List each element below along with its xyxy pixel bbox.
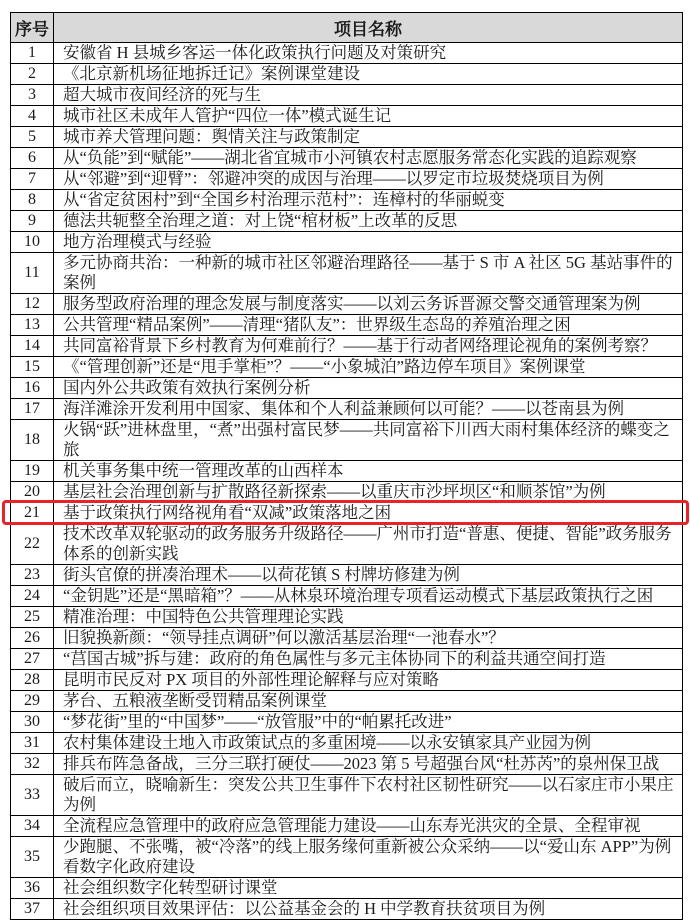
table-row bbox=[11, 105, 682, 126]
row-serial-number: 3 bbox=[11, 85, 54, 105]
project-list-table bbox=[10, 12, 683, 920]
column-header-project-name: 项目名称 bbox=[334, 20, 402, 39]
table-row bbox=[11, 606, 682, 627]
table-row bbox=[11, 564, 682, 585]
row-serial-number: 4 bbox=[11, 106, 54, 126]
row-serial-number: 13 bbox=[11, 315, 54, 335]
table-row bbox=[11, 585, 682, 606]
row-project-title: 排兵布阵急备战，三分三联打硬仗——2023 第 5 号超强台风“杜苏芮”的泉州保卫战 bbox=[63, 754, 660, 773]
row-serial-number: 19 bbox=[11, 461, 54, 481]
row-serial-number: 5 bbox=[11, 127, 54, 147]
table-row bbox=[11, 836, 682, 877]
table-row bbox=[11, 815, 682, 836]
row-serial-number: 26 bbox=[11, 628, 54, 648]
row-serial-number: 20 bbox=[11, 482, 54, 502]
row-project-title: 共同富裕背景下乡村教育为何难前行？——基于行动者网络理论视角的案例考察？ bbox=[63, 336, 657, 355]
table-row bbox=[11, 356, 682, 377]
row-project-title: 从“省定贫困村”到“全国乡村治理示范村”：连樟村的华丽蜕变 bbox=[63, 190, 505, 209]
row-project-title: 从“邻避”到“迎臂”：邻避冲突的成因与治理——以罗定市垃圾焚烧项目为例 bbox=[63, 169, 604, 188]
table-row bbox=[11, 252, 682, 293]
table-row bbox=[11, 690, 682, 711]
row-project-title: 安徽省 H 县城乡客运一体化政策执行问题及对策研究 bbox=[63, 43, 447, 62]
table-row bbox=[11, 168, 682, 189]
row-serial-number: 27 bbox=[11, 649, 54, 669]
row-project-title: 火锅“跃”进林盘里，“煮”出强村富民梦——共同富裕下川西大雨村集体经济的蝶变之旅 bbox=[63, 420, 670, 459]
row-project-title: 茅台、五粮液垄断受罚精品案例课堂 bbox=[63, 691, 327, 710]
table-row-highlighted bbox=[11, 502, 682, 523]
row-project-title: 破后而立，晓喻新生：突发公共卫生事件下农村社区韧性研究——以石家庄市小果庄为例 bbox=[63, 775, 674, 814]
table-row bbox=[11, 481, 682, 502]
table-row bbox=[11, 753, 682, 774]
row-project-title: 全流程应急管理中的政府应急管理能力建设——山东寿光洪灾的全景、全程审视 bbox=[63, 816, 641, 835]
row-project-title: 从“负能”到“赋能”——湖北省宜城市小河镇农村志愿服务常态化实践的追踪观察 bbox=[63, 148, 637, 167]
table-row bbox=[11, 523, 682, 564]
row-serial-number: 10 bbox=[11, 232, 54, 252]
table-row bbox=[11, 877, 682, 898]
table-row bbox=[11, 63, 682, 84]
row-serial-number: 33 bbox=[11, 775, 54, 815]
table-row bbox=[11, 189, 682, 210]
row-serial-number: 1 bbox=[11, 43, 54, 63]
table-row bbox=[11, 314, 682, 335]
row-project-title: 德法共轭整全治理之道：对上饶“棺材板”上改革的反思 bbox=[63, 211, 458, 230]
row-serial-number: 30 bbox=[11, 712, 54, 732]
row-project-title: 社会组织数字化转型研讨课堂 bbox=[63, 878, 278, 897]
table-row bbox=[11, 627, 682, 648]
row-serial-number: 7 bbox=[11, 169, 54, 189]
row-project-title: 基于政策执行网络视角看“双减”政策落地之困 bbox=[63, 503, 392, 522]
row-serial-number: 15 bbox=[11, 357, 54, 377]
row-serial-number: 2 bbox=[11, 64, 54, 84]
row-project-title: 城市社区未成年人管护“四位一体”模式诞生记 bbox=[63, 106, 392, 125]
table-row bbox=[11, 419, 682, 460]
table-row bbox=[11, 774, 682, 815]
row-project-title: 超大城市夜间经济的死与生 bbox=[63, 85, 261, 104]
table-row bbox=[11, 293, 682, 314]
row-serial-number: 31 bbox=[11, 733, 54, 753]
row-project-title: 街头官僚的拼凑治理术——以荷花镇 S 村牌坊修建为例 bbox=[63, 565, 460, 584]
row-project-title: 精准治理：中国特色公共管理理论实践 bbox=[63, 607, 344, 626]
row-serial-number: 24 bbox=[11, 586, 54, 606]
row-serial-number: 35 bbox=[11, 837, 54, 877]
table-row bbox=[11, 669, 682, 690]
row-project-title: 社会组织项目效果评估：以公益基金会的 H 中学教育扶贫项目为例 bbox=[63, 899, 546, 918]
row-project-title: 多元协商共治：一种新的城市社区邻避治理路径——基于 S 市 A 社区 5G 基站事件的案例 bbox=[63, 253, 673, 292]
row-serial-number: 22 bbox=[11, 524, 54, 564]
row-project-title: 基层社会治理创新与扩散路径新探索——以重庆市沙坪坝区“和顺茶馆”为例 bbox=[63, 482, 606, 501]
table-row bbox=[11, 231, 682, 252]
row-project-title: 旧貌换新颜：“领导挂点调研”何以激活基层治理“一池春水”？ bbox=[63, 628, 505, 647]
row-project-title: 国内外公共政策有效执行案例分析 bbox=[63, 378, 311, 397]
row-serial-number: 37 bbox=[11, 899, 54, 919]
table-row bbox=[11, 126, 682, 147]
table-body bbox=[11, 42, 682, 919]
row-project-title: 公共管理“精品案例”——清理“猪队友”：世界级生态岛的养殖治理之困 bbox=[63, 315, 571, 334]
row-project-title: 《北京新机场征地拆迁记》案例课堂建设 bbox=[63, 64, 360, 83]
row-serial-number: 21 bbox=[11, 503, 54, 523]
table-row bbox=[11, 460, 682, 481]
row-serial-number: 6 bbox=[11, 148, 54, 168]
table-row bbox=[11, 732, 682, 753]
row-project-title: 技术改革双轮驱动的政务服务升级路径——广州市打造“普惠、便捷、智能”政务服务体系的创新实践 bbox=[63, 524, 672, 563]
table-row bbox=[11, 398, 682, 419]
row-serial-number: 23 bbox=[11, 565, 54, 585]
row-serial-number: 9 bbox=[11, 211, 54, 231]
table-row bbox=[11, 84, 682, 105]
table-row bbox=[11, 648, 682, 669]
row-project-title: “金钥匙”还是“黑暗箱”？——从林泉环境治理专项看运动模式下基层政策执行之困 bbox=[63, 586, 654, 605]
column-header-serial-number: 序号 bbox=[11, 13, 54, 42]
row-project-title: 《“管理创新”还是“甩手掌柜”？——“小象城泊”路边停车项目》案例课堂 bbox=[63, 357, 586, 376]
row-serial-number: 18 bbox=[11, 420, 54, 460]
row-project-title: 少跑腿、不张嘴，被“冷落”的线上服务缘何重新被公众采纳——以“爱山东 APP”为例看数字化政府建设 bbox=[63, 837, 672, 876]
table-row bbox=[11, 377, 682, 398]
row-serial-number: 14 bbox=[11, 336, 54, 356]
row-serial-number: 25 bbox=[11, 607, 54, 627]
row-project-title: 城市养犬管理问题：舆情关注与政策制定 bbox=[63, 127, 360, 146]
row-project-title: 昆明市民反对 PX 项目的外部性理论解释与应对策略 bbox=[63, 670, 439, 689]
table-row bbox=[11, 210, 682, 231]
table-row bbox=[11, 147, 682, 168]
row-project-title: 海洋滩涂开发利用中国家、集体和个人利益兼顾何以可能？——以苍南县为例 bbox=[63, 399, 624, 418]
table-row bbox=[11, 42, 682, 63]
table-row bbox=[11, 711, 682, 732]
row-project-title: 服务型政府治理的理念发展与制度落实——以刘云务诉晋源交警交通管理案为例 bbox=[63, 294, 641, 313]
row-serial-number: 16 bbox=[11, 378, 54, 398]
row-project-title: “莒国古城”拆与建：政府的角色属性与多元主体协同下的利益共通空间打造 bbox=[63, 649, 606, 668]
row-project-title: 农村集体建设土地入市政策试点的多重困境——以永安镇家具产业园为例 bbox=[63, 733, 591, 752]
row-serial-number: 8 bbox=[11, 190, 54, 210]
row-project-title: 地方治理模式与经验 bbox=[63, 232, 212, 251]
row-serial-number: 29 bbox=[11, 691, 54, 711]
row-serial-number: 28 bbox=[11, 670, 54, 690]
row-serial-number: 36 bbox=[11, 878, 54, 898]
row-serial-number: 12 bbox=[11, 294, 54, 314]
table-row bbox=[11, 335, 682, 356]
row-serial-number: 32 bbox=[11, 754, 54, 774]
row-serial-number: 11 bbox=[11, 253, 54, 293]
table-row bbox=[11, 898, 682, 919]
row-project-title: “梦花街”里的“中国梦”——“放管服”中的“帕累托改进” bbox=[63, 712, 452, 731]
row-serial-number: 34 bbox=[11, 816, 54, 836]
table-header-row bbox=[11, 13, 682, 42]
row-project-title: 机关事务集中统一管理改革的山西样本 bbox=[63, 461, 344, 480]
row-serial-number: 17 bbox=[11, 399, 54, 419]
